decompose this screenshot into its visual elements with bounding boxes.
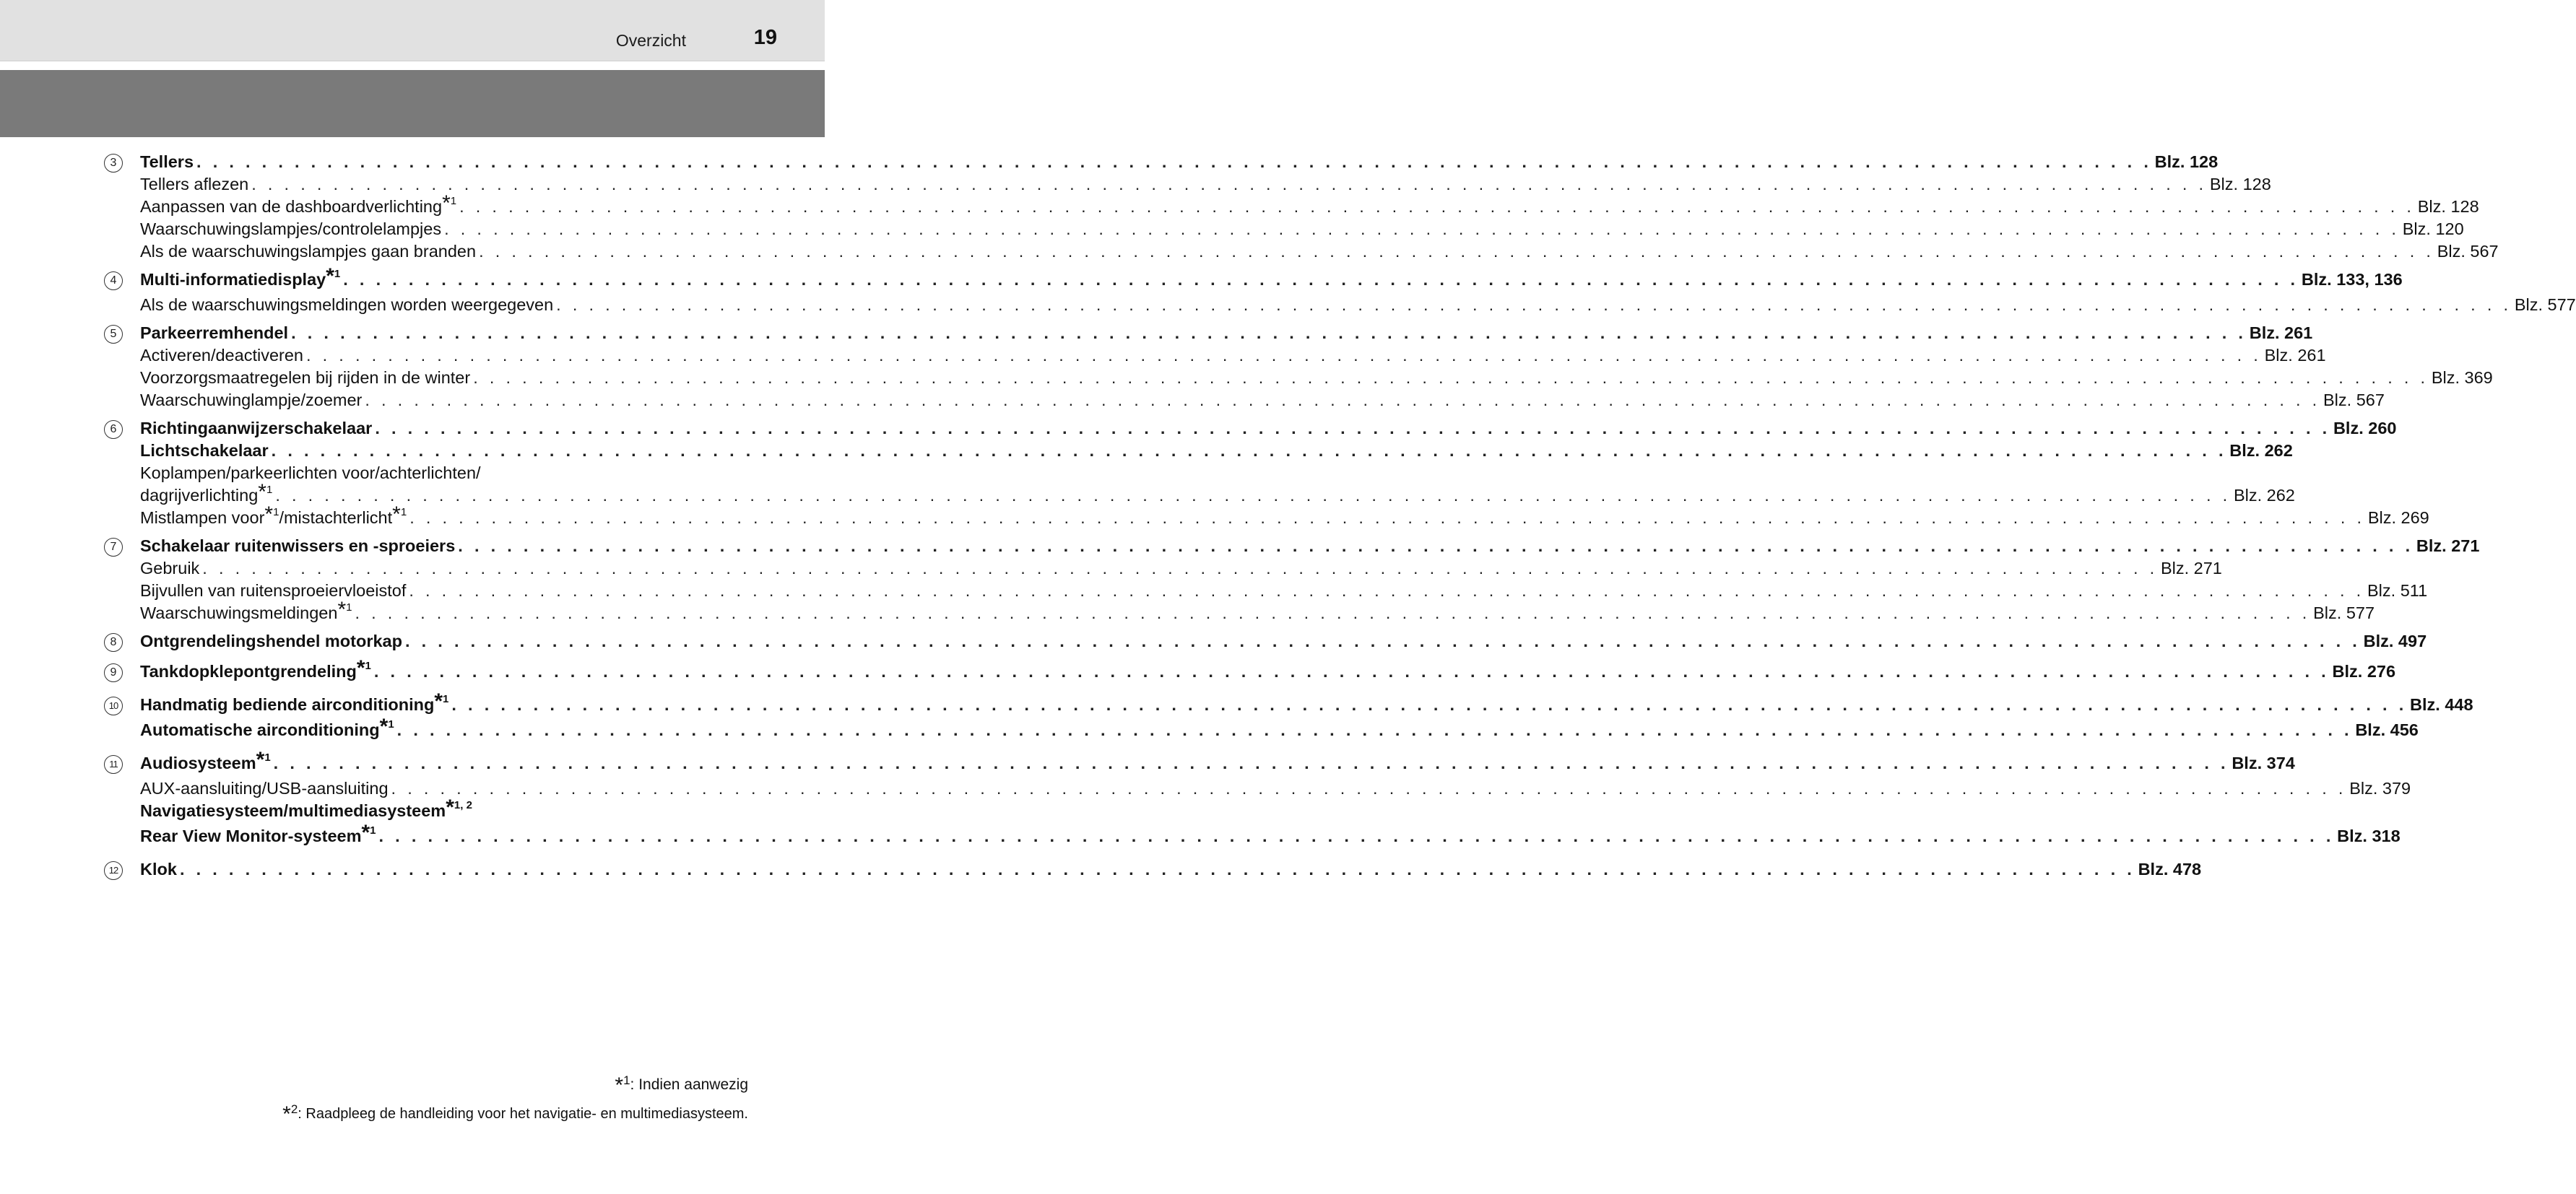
page-reference: Blz. 567 [2323, 391, 2385, 409]
page-reference: Blz. 478 [2138, 860, 2202, 879]
page-reference: Blz. 128 [2417, 197, 2479, 216]
toc-entry-title [140, 367, 470, 389]
toc-entry-title [140, 344, 303, 367]
page-reference: Blz. 318 [2337, 827, 2401, 845]
page-reference: Blz. 577 [2514, 295, 2576, 314]
entry-text: Rear View Monitor-systeem [140, 827, 362, 845]
asterisk-mark: * [264, 502, 274, 526]
entry-text: Voorzorgsmaatregelen bij rijden in de winter [140, 368, 471, 387]
entry-text: Multi-informatiedisplay [140, 270, 326, 289]
leader-dots: . . . . . . . . . . . . . . . . . . . . . . . . . . . . . . . . . . . . . . . . . . . . . . . . . . . . . . . . . . . . . . . . . . . . . . . . . . . . . . . . . . . . . . . . . . . . . . . . . . . . . . . . . . . . . . . . . . . . . . . . [404, 632, 2361, 650]
asterisk-mark: * [356, 656, 365, 680]
asterisk-mark: * [326, 264, 334, 288]
footnote-ref: 1 [264, 751, 271, 764]
toc-entry[interactable] [140, 294, 2576, 316]
toc-entry[interactable] [140, 715, 2419, 744]
entry-text: Audiosysteem [140, 754, 256, 772]
toc-entry-title [140, 689, 449, 718]
leader-dots: . . . . . . . . . . . . . . . . . . . . . . . . . . . . . . . . . . . . . . . . . . . . . . . . . . . . . . . . . . . . . . . . . . . . . . . . . . . . . . . . . . . . . . . . . . . . . . . . . . . . . . . . . . . . . . . . . . . . . . . . [291, 323, 2247, 342]
toc-entry[interactable] [140, 689, 2473, 719]
entry-text: Als de waarschuwingslampjes gaan branden [140, 242, 477, 261]
footnote-text: : Indien aanwezig [630, 1076, 748, 1093]
footnote-ref: 1 [365, 660, 371, 672]
entry-text: Handmatig bediende airconditioning [140, 695, 435, 714]
toc-entry[interactable] [140, 389, 2385, 411]
entry-text: Klok [140, 860, 177, 879]
toc-entry[interactable] [140, 173, 2271, 196]
toc-entry-title [140, 858, 177, 881]
toc-entry[interactable] [140, 821, 2401, 850]
toc-entry-title [140, 557, 199, 580]
leader-dots: . . . . . . . . . . . . . . . . . . . . . . . . . . . . . . . . . . . . . . . . . . . . . . . . . . . . . . . . . . . . . . . . . . . . . . . . . . . . . . . . . . . . . . . . . . . . . . . . . . . . . . . . . . . . . . . . . . . . . . . . [451, 695, 2408, 714]
page-reference: Blz. 128 [2209, 175, 2271, 193]
toc-entry-title [140, 191, 457, 220]
page-reference: Blz. 271 [2416, 536, 2480, 555]
asterisk-mark: * [361, 821, 370, 845]
leader-dots: . . . . . . . . . . . . . . . . . . . . . . . . . . . . . . . . . . . . . . . . . . . . . . . . . . . . . . . . . . . . . . . . . . . . . . . . . . . . . . . . . . . . . . . . . . . . . . . . . . . . . . . . . . . . . . . . . . . . . . . . [378, 827, 2335, 845]
page-reference: Blz. 262 [2233, 486, 2295, 505]
toc-entry[interactable] [140, 858, 2202, 881]
entry-text: Schakelaar ruitenwissers en -sproeiers [140, 536, 456, 555]
toc-entry[interactable] [140, 580, 2428, 602]
entry-text: Lichtschakelaar [140, 441, 269, 460]
page-reference: Blz. 497 [2363, 632, 2427, 650]
footnote-ref: 1 [450, 195, 457, 207]
page-reference: Blz. 567 [2437, 242, 2499, 261]
item-number-badge: 3 [104, 154, 123, 173]
toc-group-6 [104, 417, 2429, 529]
leader-dots: . . . . . . . . . . . . . . . . . . . . . . . . . . . . . . . . . . . . . . . . . . . . . . . . . . . . . . . . . . . . . . . . . . . . . . . . . . . . . . . . . . . . . . . . . . . . . . . . . . . . . . . . . . . . . . . . . . . . . . . . [202, 559, 2158, 578]
entry-text: Tellers aflezen [140, 175, 249, 193]
page-reference: Blz. 120 [2402, 219, 2464, 238]
entry-text: Automatische airconditioning [140, 720, 380, 739]
page-reference: Blz. 276 [2332, 662, 2396, 681]
toc-entry-title [140, 240, 476, 263]
toc-entry-title [140, 440, 269, 462]
asterisk-mark: * [379, 715, 389, 738]
page-reference: Blz. 262 [2229, 441, 2293, 460]
toc-entry[interactable] [140, 151, 2219, 173]
toc-entry-title [140, 173, 248, 196]
toc-entry[interactable] [140, 344, 2326, 367]
toc-entry[interactable] [140, 796, 714, 825]
toc-group-12 [104, 858, 2202, 881]
toc-entry[interactable] [140, 656, 2396, 686]
section-title: Overzicht [615, 31, 686, 50]
toc-entry[interactable] [140, 322, 2313, 344]
footnote-ref: 1 [443, 693, 449, 705]
page-reference: Blz. 374 [2232, 754, 2295, 772]
toc-entry[interactable] [140, 535, 2480, 557]
asterisk-mark: * [256, 748, 265, 772]
table-of-contents [104, 151, 2576, 881]
leader-dots: . . . . . . . . . . . . . . . . . . . . . . . . . . . . . . . . . . . . . . . . . . . . . . . . . . . . . . . . . . . . . . . . . . . . . . . . . . . . . . . . . . . . . . . . . . . . . . . . . . . . . . . . . . . . . . . . . . . . . . . . [459, 197, 2415, 216]
toc-entry[interactable] [140, 777, 2411, 800]
toc-entry[interactable] [140, 462, 714, 484]
page-reference: Blz. 369 [2431, 368, 2493, 387]
toc-group-4 [104, 264, 2576, 316]
leader-dots: . . . . . . . . . . . . . . . . . . . . . . . . . . . . . . . . . . . . . . . . . . . . . . . . . . . . . . . . . . . . . . . . . . . . . . . . . . . . . . . . . . . . . . . . . . . . . . . . . . . . . . . . . . . . . . . . . . . . . . . . [458, 536, 2414, 555]
item-number-badge: 8 [104, 633, 123, 652]
toc-entry[interactable] [140, 502, 2429, 529]
toc-entry[interactable] [140, 598, 2375, 624]
leader-dots: . . . . . . . . . . . . . . . . . . . . . . . . . . . . . . . . . . . . . . . . . . . . . . . . . . . . . . . . . . . . . . . . . . . . . . . . . . . . . . . . . . . . . . . . . . . . . . . . . . . . . . . . . . . . . . . . . . . . . . . . [273, 754, 2229, 772]
leader-dots: . . . . . . . . . . . . . . . . . . . . . . . . . . . . . . . . . . . . . . . . . . . . . . . . . . . . . . . . . . . . . . . . . . . . . . . . . . . . . . . . . . . . . . . . . . . . . . . . . . . . . . . . . . . . . . . . . . . . . . . . [373, 662, 2330, 681]
leader-dots: . . . . . . . . . . . . . . . . . . . . . . . . . . . . . . . . . . . . . . . . . . . . . . . . . . . . . . . . . . . . . . . . . . . . . . . . . . . . . . . . . . . . . . . . . . . . . . . . . . . . . . . . . . . . . . . . . . . . . . . . [409, 508, 2365, 527]
footnote-ref: 1 [388, 718, 394, 731]
page-reference: Blz. 448 [2410, 695, 2473, 714]
toc-entry-title [140, 796, 472, 824]
leader-dots: . . . . . . . . . . . . . . . . . . . . . . . . . . . . . . . . . . . . . . . . . . . . . . . . . . . . . . . . . . . . . . . . . . . . . . . . . . . . . . . . . . . . . . . . . . . . . . . . . . . . . . . . . . . . . . . . . . . . . . . . [556, 295, 2512, 314]
page-reference: Blz. 271 [2160, 559, 2222, 578]
toc-group-10 [104, 689, 2473, 744]
entry-text: /mistachterlicht [279, 508, 393, 527]
entry-text: Mistlampen voor [140, 508, 265, 527]
entry-text: Waarschuwingslampjes/controlelampjes [140, 219, 442, 238]
footnote-2 [282, 1097, 748, 1126]
asterisk-mark: * [442, 191, 451, 215]
entry-text: Richtingaanwijzerschakelaar [140, 419, 373, 437]
header-band [0, 0, 825, 61]
footnote-ref: 1 [346, 601, 352, 614]
footnote-ref: 1 [334, 268, 341, 280]
page-reference: Blz. 269 [2367, 508, 2429, 527]
page-reference: Blz. 133, 136 [2301, 270, 2403, 289]
asterisk-mark: * [337, 598, 347, 622]
toc-entry-title [140, 715, 394, 744]
asterisk-mark: * [434, 689, 443, 713]
leader-dots: . . . . . . . . . . . . . . . . . . . . . . . . . . . . . . . . . . . . . . . . . . . . . . . . . . . . . . . . . . . . . . . . . . . . . . . . . . . . . . . . . . . . . . . . . . . . . . . . . . . . . . . . . . . . . . . . . . . . . . . . [179, 860, 2135, 879]
toc-group-5 [104, 322, 2493, 411]
toc-group-11 [104, 748, 2411, 850]
leader-dots: . . . . . . . . . . . . . . . . . . . . . . . . . . . . . . . . . . . . . . . . . . . . . . . . . . . . . . . . . . . . . . . . . . . . . . . . . . . . . . . . . . . . . . . . . . . . . . . . . . . . . . . . . . . . . . . . . . . . . . . . [365, 391, 2320, 409]
toc-entry-title [140, 821, 376, 850]
toc-entry[interactable] [140, 191, 2479, 218]
footnote-ref: 1 [266, 484, 273, 496]
page-reference: Blz. 261 [2249, 323, 2313, 342]
page-reference: Blz. 577 [2313, 603, 2375, 622]
leader-dots: . . . . . . . . . . . . . . . . . . . . . . . . . . . . . . . . . . . . . . . . . . . . . . . . . . . . . . . . . . . . . . . . . . . . . . . . . . . . . . . . . . . . . . . . . . . . . . . . . . . . . . . . . . . . . . . . . . . . . . . . [409, 581, 2364, 600]
leader-dots: . . . . . . . . . . . . . . . . . . . . . . . . . . . . . . . . . . . . . . . . . . . . . . . . . . . . . . . . . . . . . . . . . . . . . . . . . . . . . . . . . . . . . . . . . . . . . . . . . . . . . . . . . . . . . . . . . . . . . . . . [305, 346, 2262, 365]
page-reference: Blz. 379 [2349, 779, 2411, 798]
page-reference: Blz. 456 [2355, 720, 2419, 739]
item-number-badge: 7 [104, 538, 123, 557]
leader-dots: . . . . . . . . . . . . . . . . . . . . . . . . . . . . . . . . . . . . . . . . . . . . . . . . . . . . . . . . . . . . . . . . . . . . . . . . . . . . . . . . . . . . . . . . . . . . . . . . . . . . . . . . . . . . . . . . . . . . . . . . [355, 603, 2311, 622]
toc-entry-title [140, 151, 194, 173]
entry-text: Bijvullen van ruitensproeiervloeistof [140, 581, 407, 600]
footnote-1 [282, 1068, 748, 1097]
toc-entry-title [140, 389, 362, 411]
toc-entry[interactable] [140, 264, 2403, 294]
footnote-ref: 1, 2 [454, 799, 472, 811]
toc-entry-title [140, 580, 406, 602]
toc-group-8 [104, 630, 2427, 653]
asterisk-mark: * [258, 480, 266, 504]
toc-entry-title [140, 264, 341, 293]
toc-entry-title [140, 502, 407, 531]
leader-dots: . . . . . . . . . . . . . . . . . . . . . . . . . . . . . . . . . . . . . . . . . . . . . . . . . . . . . . . . . . . . . . . . . . . . . . . . . . . . . . . . . . . . . . . . . . . . . . . . . . . . . . . . . . . . . . . . . . . . . . . . [473, 368, 2429, 387]
entry-text: Activeren/deactiveren [140, 346, 303, 365]
toc-entry-title [140, 322, 288, 344]
toc-entry[interactable] [140, 748, 2295, 777]
leader-dots: . . . . . . . . . . . . . . . . . . . . . . . . . . . . . . . . . . . . . . . . . . . . . . . . . . . . . . . . . . . . . . . . . . . . . . . . . . . . . . . . . . . . . . . . . . . . . . . . . . . . . . . . . . . . . . . . . . . . . . . . [343, 270, 2299, 289]
leader-dots: . . . . . . . . . . . . . . . . . . . . . . . . . . . . . . . . . . . . . . . . . . . . . . . . . . . . . . . . . . . . . . . . . . . . . . . . . . . . . . . . . . . . . . . . . . . . . . . . . . . . . . . . . . . . . . . . . . . . . . . . [196, 152, 2152, 171]
leader-dots: . . . . . . . . . . . . . . . . . . . . . . . . . . . . . . . . . . . . . . . . . . . . . . . . . . . . . . . . . . . . . . . . . . . . . . . . . . . . . . . . . . . . . . . . . . . . . . . . . . . . . . . . . . . . . . . . . . . . . . . . [444, 219, 2400, 238]
asterisk-mark: * [392, 502, 401, 526]
item-number-badge: 10 [104, 697, 123, 715]
item-number-badge: 5 [104, 325, 123, 344]
asterisk-mark: * [615, 1073, 624, 1097]
footnote-number: 1 [623, 1073, 630, 1087]
toc-entry[interactable] [140, 218, 2464, 240]
toc-entry-title [140, 294, 553, 316]
leader-dots: . . . . . . . . . . . . . . . . . . . . . . . . . . . . . . . . . . . . . . . . . . . . . . . . . . . . . . . . . . . . . . . . . . . . . . . . . . . . . . . . . . . . . . . . . . . . . . . . . . . . . . . . . . . . . . . . . . . . . . . . [275, 486, 2231, 505]
page-reference: Blz. 260 [2333, 419, 2397, 437]
toc-entry[interactable] [140, 440, 2293, 462]
asterisk-mark: * [282, 1102, 291, 1126]
toc-entry[interactable] [140, 240, 2499, 263]
entry-text: Tellers [140, 152, 194, 171]
entry-text: Parkeerremhendel [140, 323, 289, 342]
toc-entry-title [140, 630, 402, 653]
toc-entry-title [140, 656, 371, 685]
toc-entry[interactable] [140, 630, 2427, 653]
footnote-number: 2 [290, 1102, 298, 1116]
toc-entry-title [140, 480, 273, 509]
footnotes [282, 1068, 748, 1126]
entry-text: AUX-aansluiting/USB-aansluiting [140, 779, 389, 798]
footnote-ref: 1 [400, 506, 407, 518]
entry-text: Ontgrendelingshendel motorkap [140, 632, 402, 650]
item-number-badge: 4 [104, 271, 123, 290]
page-reference: Blz. 511 [2367, 581, 2428, 600]
toc-entry-title [140, 535, 455, 557]
toc-entry-title [140, 462, 481, 484]
item-number-badge: 9 [104, 663, 123, 682]
leader-dots: . . . . . . . . . . . . . . . . . . . . . . . . . . . . . . . . . . . . . . . . . . . . . . . . . . . . . . . . . . . . . . . . . . . . . . . . . . . . . . . . . . . . . . . . . . . . . . . . . . . . . . . . . . . . . . . . . . . . . . . . [391, 779, 2347, 798]
page-reference: Blz. 128 [2154, 152, 2219, 171]
entry-text: Tankdopklepontgrendeling [140, 662, 357, 681]
entry-text: Waarschuwingsmeldingen [140, 603, 338, 622]
leader-dots: . . . . . . . . . . . . . . . . . . . . . . . . . . . . . . . . . . . . . . . . . . . . . . . . . . . . . . . . . . . . . . . . . . . . . . . . . . . . . . . . . . . . . . . . . . . . . . . . . . . . . . . . . . . . . . . . . . . . . . . . [271, 441, 2227, 460]
toc-entry-title [140, 218, 441, 240]
entry-text: Waarschuwinglampje/zoemer [140, 391, 363, 409]
section-banner [0, 70, 825, 137]
toc-group-7 [104, 535, 2480, 624]
toc-entry-title [140, 598, 352, 627]
entry-text: Gebruik [140, 559, 200, 578]
footnote-ref: 1 [273, 506, 279, 518]
toc-group-3 [104, 151, 2499, 263]
leader-dots: . . . . . . . . . . . . . . . . . . . . . . . . . . . . . . . . . . . . . . . . . . . . . . . . . . . . . . . . . . . . . . . . . . . . . . . . . . . . . . . . . . . . . . . . . . . . . . . . . . . . . . . . . . . . . . . . . . . . . . . . [479, 242, 2434, 261]
item-number-badge: 12 [104, 861, 123, 880]
toc-entry[interactable] [140, 367, 2493, 389]
leader-dots: . . . . . . . . . . . . . . . . . . . . . . . . . . . . . . . . . . . . . . . . . . . . . . . . . . . . . . . . . . . . . . . . . . . . . . . . . . . . . . . . . . . . . . . . . . . . . . . . . . . . . . . . . . . . . . . . . . . . . . . . [396, 720, 2353, 739]
toc-entry-title [140, 748, 271, 777]
entry-text: Aanpassen van de dashboardverlichting [140, 197, 443, 216]
entry-text: Als de waarschuwingsmeldingen worden weergegeven [140, 295, 554, 314]
asterisk-mark: * [446, 796, 454, 819]
entry-text: Navigatiesysteem/multimediasysteem [140, 801, 446, 820]
page-reference: Blz. 261 [2264, 346, 2326, 365]
leader-dots: . . . . . . . . . . . . . . . . . . . . . . . . . . . . . . . . . . . . . . . . . . . . . . . . . . . . . . . . . . . . . . . . . . . . . . . . . . . . . . . . . . . . . . . . . . . . . . . . . . . . . . . . . . . . . . . . . . . . . . . . [375, 419, 2330, 437]
entry-text: Koplampen/parkeerlichten voor/achterlichten/ [140, 463, 481, 482]
item-number-badge: 11 [104, 755, 123, 774]
toc-entry-title [140, 777, 389, 800]
leader-dots: . . . . . . . . . . . . . . . . . . . . . . . . . . . . . . . . . . . . . . . . . . . . . . . . . . . . . . . . . . . . . . . . . . . . . . . . . . . . . . . . . . . . . . . . . . . . . . . . . . . . . . . . . . . . . . . . . . . . . . . . [251, 175, 2207, 193]
item-number-badge: 6 [104, 420, 123, 439]
toc-entry[interactable] [140, 480, 2295, 507]
page-number: 19 [753, 26, 777, 49]
toc-entry[interactable] [140, 417, 2397, 440]
toc-entry[interactable] [140, 557, 2222, 580]
footnote-text: : Raadpleeg de handleiding voor het navigatie- en multimediasysteem. [298, 1106, 748, 1122]
toc-entry-title [140, 417, 372, 440]
footnote-ref: 1 [370, 824, 376, 837]
toc-group-9 [104, 656, 2396, 686]
entry-text: dagrijverlichting [140, 486, 259, 505]
